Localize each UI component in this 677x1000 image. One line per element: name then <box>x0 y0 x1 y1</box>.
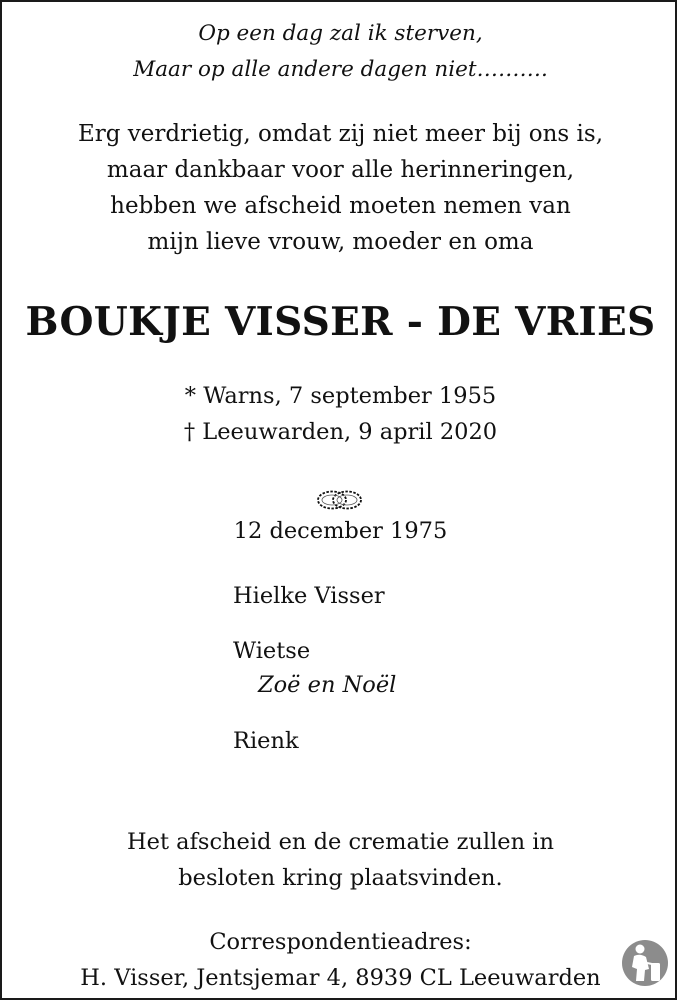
intro-line: maar dankbaar voor alle herinneringen, <box>106 157 575 183</box>
family-child: Wietse <box>233 638 311 664</box>
mourning-figure-icon <box>621 937 669 989</box>
correspondence <box>2 924 677 996</box>
poem-line: Op een dag zal ik sterven, <box>198 21 483 46</box>
intro-line: Erg verdrietig, omdat zij niet meer bij ons is, <box>77 121 604 147</box>
family-grandchildren: Zoë en Noël <box>258 672 397 698</box>
family-spouse: Hielke Visser <box>233 583 385 609</box>
intro-text <box>2 116 677 260</box>
intro-line: mijn lieve vrouw, moeder en oma <box>147 229 534 255</box>
cremation-line: Het afscheid en de crematie zullen in <box>127 829 554 855</box>
poem <box>2 16 677 88</box>
wedding-date: 12 december 1975 <box>233 518 448 544</box>
cremation-notice <box>2 824 677 896</box>
deceased-name: BOUKJE VISSER - DE VRIES <box>25 299 656 345</box>
family-child: Rienk <box>233 728 299 754</box>
poem-line: Maar op alle andere dagen niet………. <box>133 57 548 82</box>
birth-line: * Warns, 7 september 1955 <box>184 383 497 409</box>
death-line: † Leeuwarden, 9 april 2020 <box>183 419 498 445</box>
correspondence-label: Correspondentieadres: <box>209 929 472 955</box>
intro-line: hebben we afscheid moeten nemen van <box>110 193 571 219</box>
correspondence-address: H. Visser, Jentsjemar 4, 8939 CL Leeuwarden <box>80 965 601 991</box>
cremation-line: besloten kring plaatsvinden. <box>178 865 503 891</box>
life-dates <box>2 378 677 450</box>
wedding-rings-icon <box>315 487 365 513</box>
